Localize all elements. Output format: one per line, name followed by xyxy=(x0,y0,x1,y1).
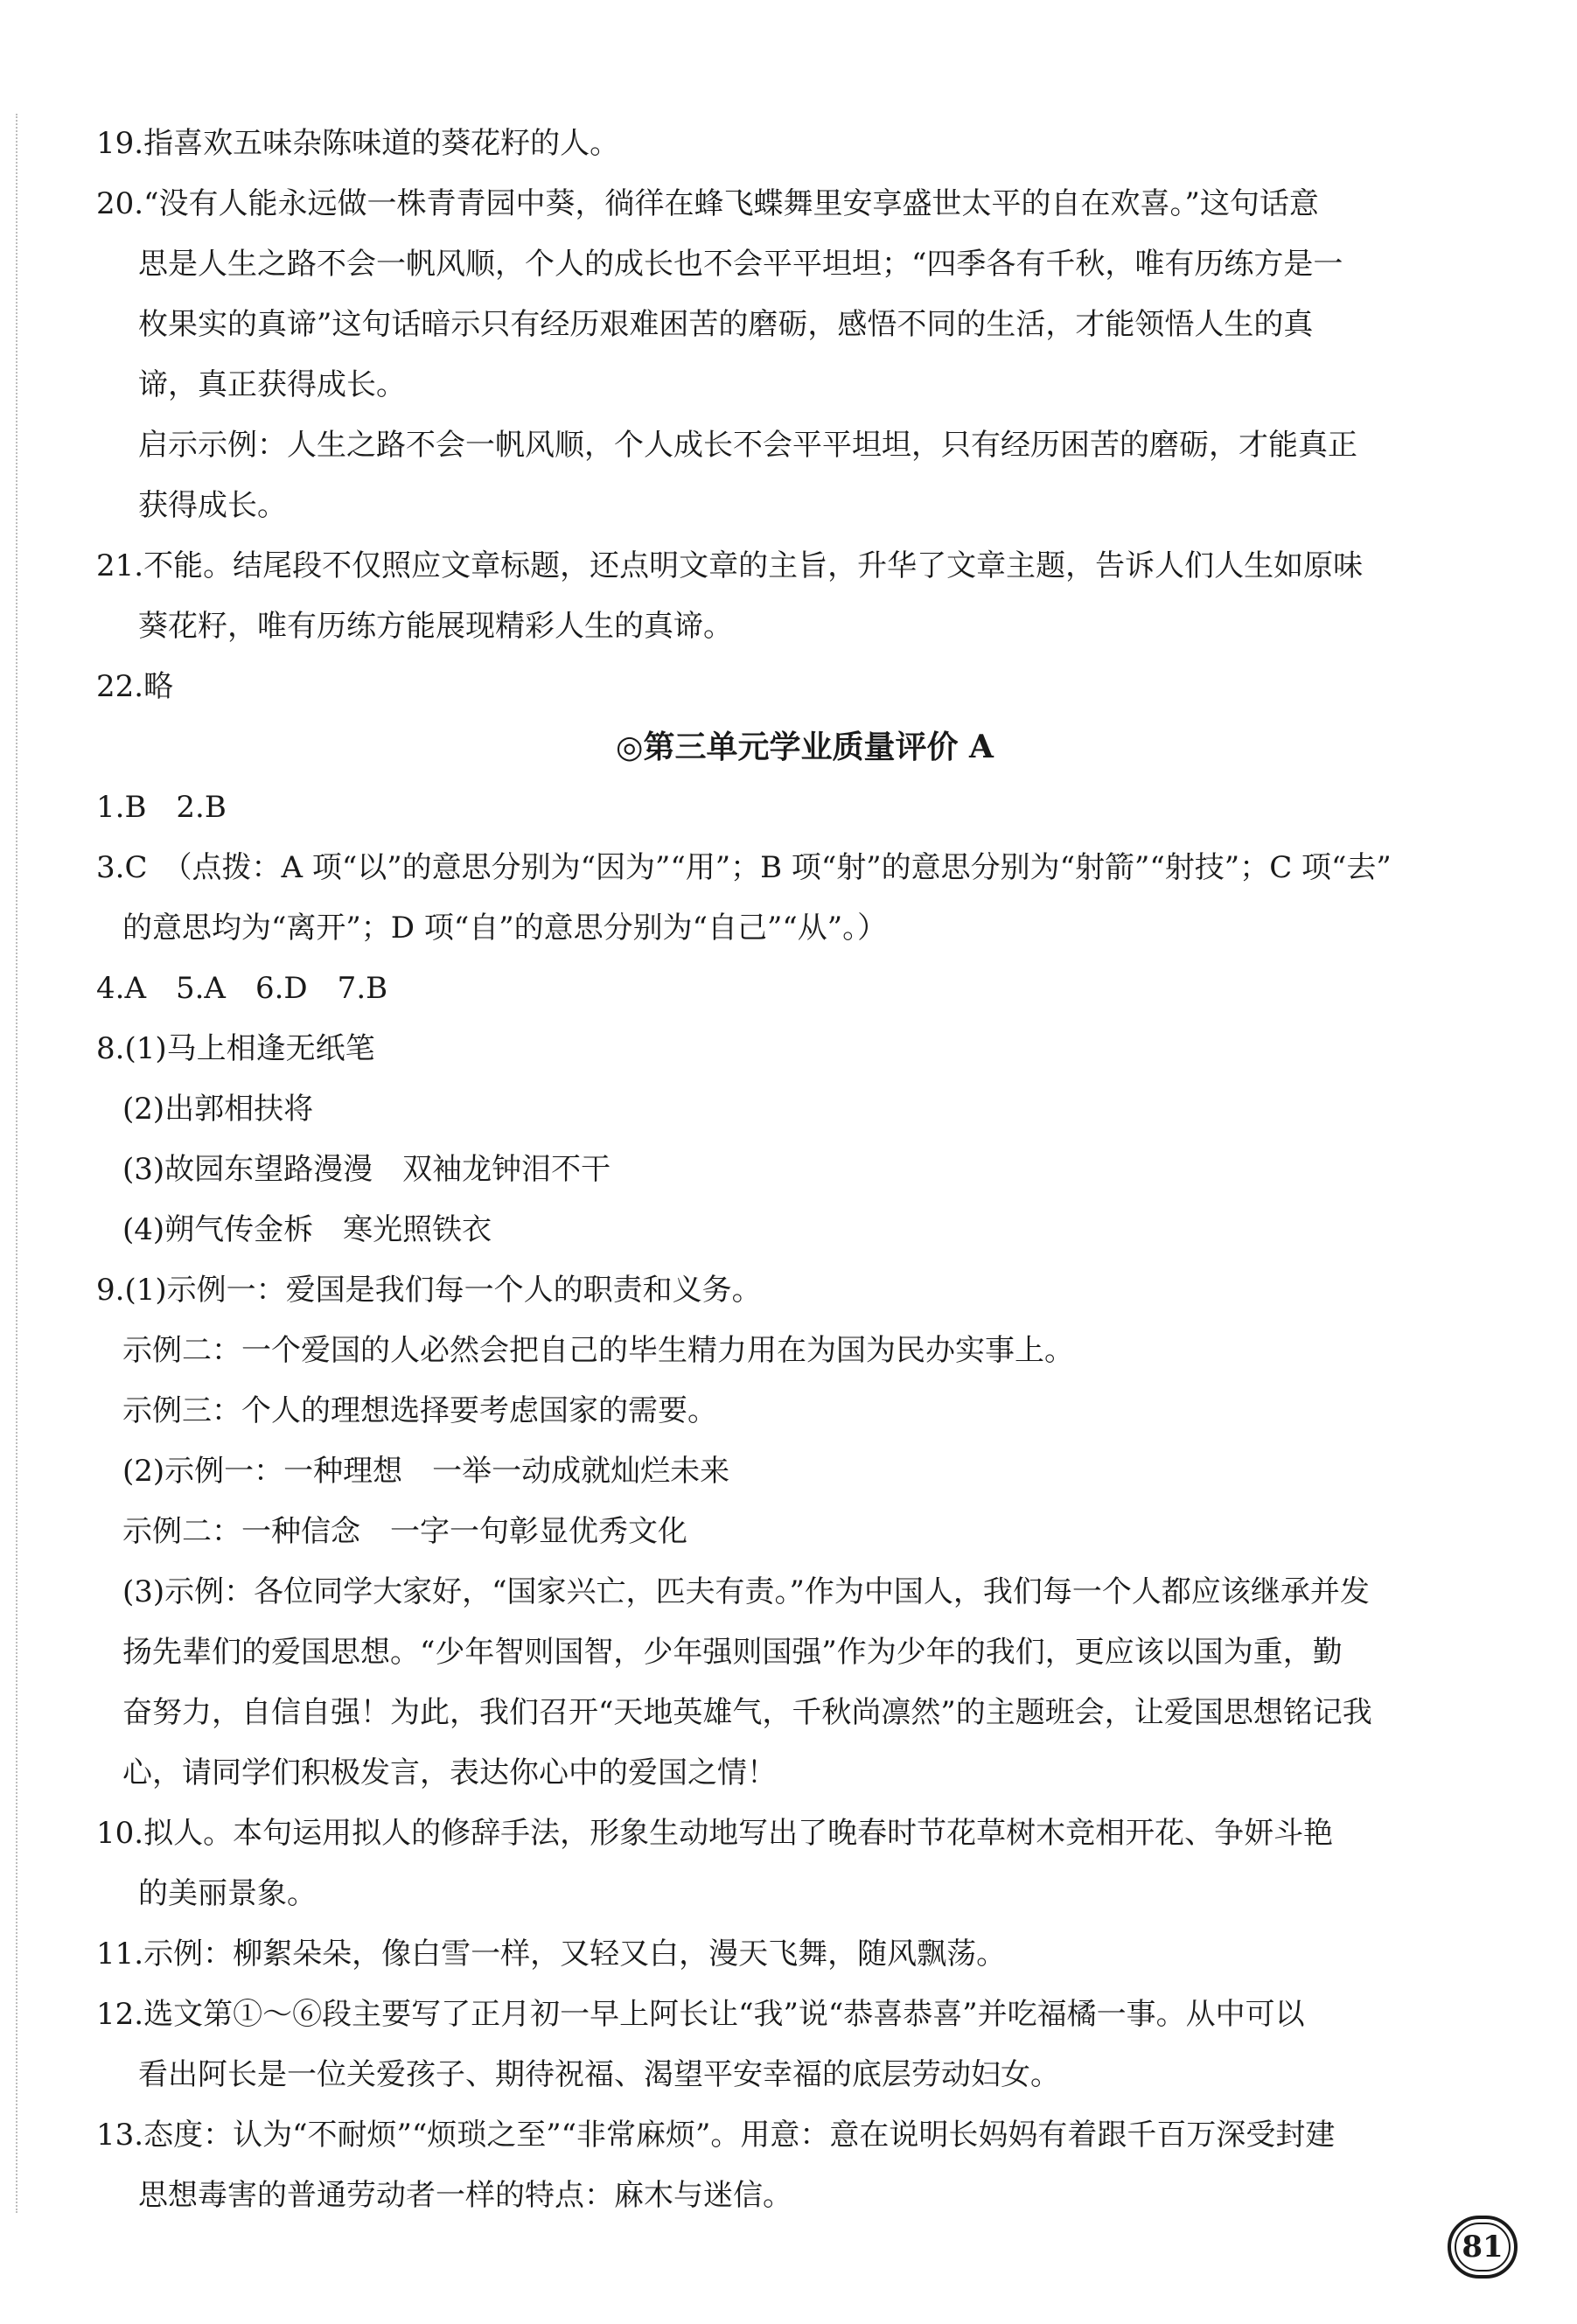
text-line: 示例二：一个爱国的人必然会把自己的毕生精力用在为国为民办实事上。 xyxy=(122,1333,1074,1368)
text-line: (2)示例一：一种理想 一举一动成就灿烂未来 xyxy=(122,1454,730,1489)
text-line: 看出阿长是一位关爱孩子、期待祝福、渴望平安幸福的底层劳动妇女。 xyxy=(138,2057,1060,2092)
text-line: 示例三：个人的理想选择要考虑国家的需要。 xyxy=(122,1393,717,1428)
text-line: 19.指喜欢五味杂陈味道的葵花籽的人。 xyxy=(96,126,620,161)
text-line: (3)故园东望路漫漫 双袖龙钟泪不干 xyxy=(122,1152,611,1187)
binding-margin-line xyxy=(16,114,17,2213)
text-line: 的意思均为“离开”；D 项“自”的意思分别为“自己”“从”。） xyxy=(122,911,888,946)
text-line: 8.(1)马上相逢无纸笔 xyxy=(96,1031,375,1066)
text-line: 葵花籽，唯有历练方能展现精彩人生的真谛。 xyxy=(138,609,733,644)
section-title: ◎第三单元学业质量评价 A xyxy=(616,729,994,765)
text-line: 4.A 5.A 6.D 7.B xyxy=(96,971,388,1006)
text-line: 思想毒害的普通劳动者一样的特点：麻木与迷信。 xyxy=(138,2178,792,2213)
text-line: 12.选文第①～⑥段主要写了正月初一早上阿长让“我”说“恭喜恭喜”并吃福橘一事。从中可以 xyxy=(96,1997,1305,2032)
text-line: (3)示例：各位同学大家好，“国家兴亡，匹夫有责。”作为中国人，我们每一个人都应该继承并发 xyxy=(122,1574,1370,1609)
text-line: 3.C （点拨：A 项“以”的意思分别为“因为”“用”；B 项“射”的意思分别为“射箭”“射技”；C 项“去” xyxy=(96,850,1392,885)
text-line: 扬先辈们的爱国思想。“少年智则国智，少年强则国强”作为少年的我们，更应该以国为重，勤 xyxy=(122,1635,1343,1670)
text-line: 11.示例：柳絮朵朵，像白雪一样，又轻又白，漫天飞舞，随风飘荡。 xyxy=(96,1937,1007,1972)
text-line: 谛，真正获得成长。 xyxy=(138,367,406,402)
answer-text-body xyxy=(96,114,1513,2226)
text-line: 的美丽景象。 xyxy=(138,1876,317,1911)
text-line: 10.拟人。本句运用拟人的修辞手法，形象生动地写出了晚春时节花草树木竞相开花、争妍斗艳 xyxy=(96,1816,1334,1851)
text-line: 9.(1)示例一：爱国是我们每一个人的职责和义务。 xyxy=(96,1273,762,1308)
text-line: (2)出郭相扶将 xyxy=(122,1092,314,1127)
text-line: 1.B 2.B xyxy=(96,790,227,825)
text-line: 20.“没有人能永远做一株青青园中葵，徜徉在蜂飞蝶舞里安享盛世太平的自在欢喜。”这句话意 xyxy=(96,186,1319,221)
text-line: 心，请同学们积极发言，表达你心中的爱国之情！ xyxy=(122,1755,777,1790)
text-line: 22.略 xyxy=(96,669,174,704)
page-number: 81 xyxy=(1448,2216,1518,2279)
text-line: 21.不能。结尾段不仅照应文章标题，还点明文章的主旨，升华了文章主题，告诉人们人生如原味 xyxy=(96,548,1364,583)
text-line: 示例二：一种信念 一字一句彰显优秀文化 xyxy=(122,1514,687,1549)
text-line: 启示示例：人生之路不会一帆风顺，个人成长不会平平坦坦，只有经历困苦的磨砺，才能真正 xyxy=(138,428,1357,463)
text-line: 思是人生之路不会一帆风顺，个人的成长也不会平平坦坦；“四季各有千秋，唯有历练方是一 xyxy=(138,247,1343,282)
text-line: (4)朔气传金柝 寒光照铁衣 xyxy=(122,1212,492,1247)
text-line: 奋努力，自信自强！为此，我们召开“天地英雄气，千秋尚凛然”的主题班会，让爱国思想铭记我 xyxy=(122,1695,1372,1730)
text-line: 获得成长。 xyxy=(138,488,287,523)
text-line: 枚果实的真谛”这句话暗示只有经历艰难困苦的磨砺，感悟不同的生活，才能领悟人生的真 xyxy=(138,307,1314,342)
text-line: 13.态度：认为“不耐烦”“烦琐之至”“非常麻烦”。用意：意在说明长妈妈有着跟千百万深受封建 xyxy=(96,2118,1336,2153)
